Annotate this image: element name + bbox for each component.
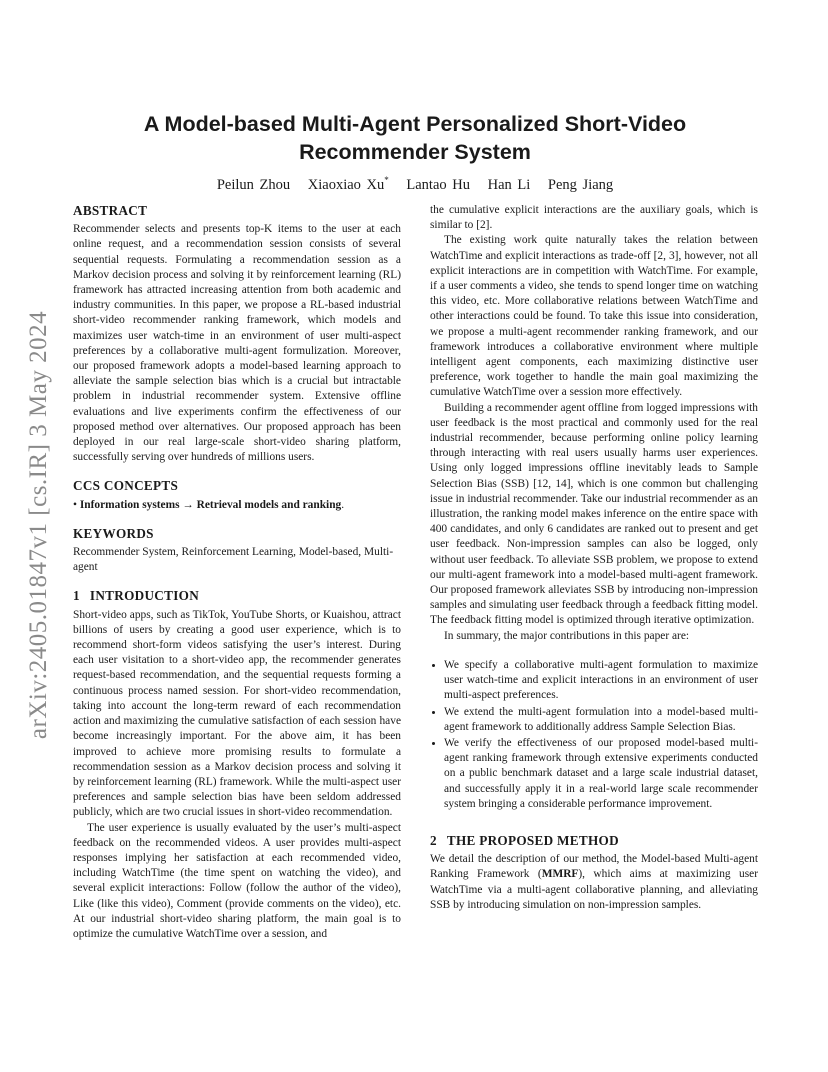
left-column <box>73 203 401 942</box>
author-name: Peilun Zhou <box>216 176 291 193</box>
intro-paragraph: Short-video apps, such as TikTok, YouTube Shorts, or Kuaishou, attract billions of users by creating a good user experience, which is to recommend short-form videos satisfying the user’s interest. During each user visitation to a short-video app, the recommender generates request-based recommendation, and the sequential requests forming a continuous process named session. For short-video recommendation, taking into account the long-term reward of each recommendation action and maximizing the cumulative satisfaction of each session have become increasingly important. For the above aim, it has been improved to achieve more promising results to formulate a recommendation session as a Markov decision process and solving it by reinforcement learning (RL) framework. While the multi-aspect user preferences and sample selection bias have been seldom addressed publicly, which are two crucial issues in short-video recommendation. <box>73 608 401 819</box>
intro-paragraph: The existing work quite naturally takes the relation between WatchTime and explicit interactions as trade-off [2, 3], however, not all explicit interactions are in competition with WatchTime. For example, if a user comments a video, she tends to spend longer time on watching this video, etc. More collaborative relations between WatchTime and other interactions could be found. To take this issue into consideration, we propose a multi-agent recommender ranking framework, and our framework introduces a collaborative environment where multiple intelligent agent components, each maximizing distinctive user preference, work together to handle the main goal maximizing the cumulative WatchTime over a session more effectively. <box>430 234 758 399</box>
list-item: • We verify the effectiveness of our proposed model-based multi-agent ranking framework through extensive experiments conducted on a public benchmark dataset and a large scale industrial dataset, and successfully apply it in a real-world large scale recommender system bringing a considerable performance improvement. <box>444 736 758 812</box>
ccs-concepts: • Information systems → Retrieval models and ranking. <box>73 498 345 511</box>
arxiv-stamp <box>22 290 56 760</box>
method-heading: 2 THE PROPOSED METHOD <box>430 832 619 848</box>
author-name: Peng Jiang <box>547 176 614 193</box>
intro-paragraph: In summary, the major contributions in this paper are: <box>444 629 690 642</box>
author-list <box>80 175 750 194</box>
author-name: Han Li <box>487 176 531 193</box>
abstract-section <box>73 203 401 465</box>
paper-title: A Model-based Multi-Agent Personalized Short-Video Recommender System <box>143 112 687 164</box>
author-name: Xiaoxiao Xu* <box>307 175 389 193</box>
arxiv-id: arXiv:2405.01847v1 [cs.IR] 3 May 2024 <box>25 310 53 740</box>
intro-paragraph: The user experience is usually evaluated by the user’s multi-aspect feedback on the recommended videos. A user provides multi-aspect responses implying her satisfaction at each recommended video, including WatchTime (the time spent on watching the video), and several explicit interactions: Follow (follow the author of the video), Like (like this video), Comment (provide comments on the video), etc. At our industrial short-video sharing platform, the main goal is to optimize the cumulative WatchTime over a session, and <box>73 821 401 940</box>
ccs-concept: Information systems <box>79 498 180 511</box>
ccs-section <box>73 478 401 512</box>
abstract-heading: ABSTRACT <box>73 203 148 218</box>
keywords-text: Recommender System, Reinforcement Learning, Model-based, Multi-agent <box>73 546 394 574</box>
method-section <box>430 833 758 913</box>
right-column <box>430 203 758 913</box>
list-item: • We specify a collaborative multi-agent formulation to maximize user watch-time and explicit interactions in an environment of user multi-aspect preferences. <box>444 658 758 704</box>
method-text: We detail the description of our method, the Model-based Multi-agent Ranking Framework (MMRF), which aims at maximizing user WatchTime via a multi-agent collaborative planning, and alleviating SSB by introducing simulation on non-impression samples. <box>430 853 758 911</box>
list-item: • We extend the multi-agent formulation into a model-based multi-agent framework to additionally address Sample Selection Bias. <box>444 705 758 735</box>
intro-paragraph-continued: the cumulative explicit interactions are the auxiliary goals, which is similar to [2]. <box>430 204 758 232</box>
method-acronym: MMRF <box>541 868 579 881</box>
introduction-section <box>73 588 401 942</box>
keywords-section <box>73 526 401 576</box>
ccs-heading: CCS CONCEPTS <box>73 478 179 494</box>
keywords-heading: KEYWORDS <box>73 525 154 541</box>
author-name: Lantao Hu <box>406 176 470 193</box>
abstract-text: Recommender selects and presents top-K items to the user at each online request, and a recommendation session consists of several sequential requests. Formulating a recommendation session as a Markov decision process and solving it by reinforcement learning (RL) framework has attracted increasing attention from both academic and industry communities. In this paper, we propose a RL-based industrial short-video recommender ranking framework, which models and maximizes user watch-time in an environment of user multi-aspect preferences by a collaborative multi-agent formulization. Moreover, our proposed framework adopts a model-based learning approach to alleviate the sample selection bias which is a crucial but intractable problem in industrial recommender system. Extensive offline evaluations and live experiments confirm the effectiveness of our proposed method over alternatives. Our proposed approach has been deployed in our real large-scale short-video sharing platform, successfully serving over hundreds of millions users. <box>73 223 401 464</box>
ccs-arrow: → <box>182 498 194 511</box>
contributions-list <box>430 658 758 812</box>
introduction-heading: 1 INTRODUCTION <box>73 588 200 604</box>
intro-paragraph: Building a recommender agent offline from logged impressions with user feedback is the most practical and commonly used for the real industrial recommender, because performing online policy learning through interacting with real users usually harms user experiences. Using only logged impressions offline inevitably leads to Sample Selection Bias (SSB) [12, 14], which is one common but challenging issue in industrial recommender. Take our industrial recommender as an illustration, the ranking model makes inference on the entire space with 400 candidates, and only 6 candidates are ranked out to present and get user feedback. Non-impression samples can also be logged, only without user feedback. To alleviate SSB problem, we propose to extend our multi-agent framework into a model-based multi-agent framework. Our proposed framework alleviates SSB by introducing non-impression samples and simulating user feedback through a feedback fitting model. The feedback fitting model is optimized through iterative optimization. <box>430 401 758 627</box>
ccs-sub-concept: Retrieval models and ranking <box>196 498 342 511</box>
